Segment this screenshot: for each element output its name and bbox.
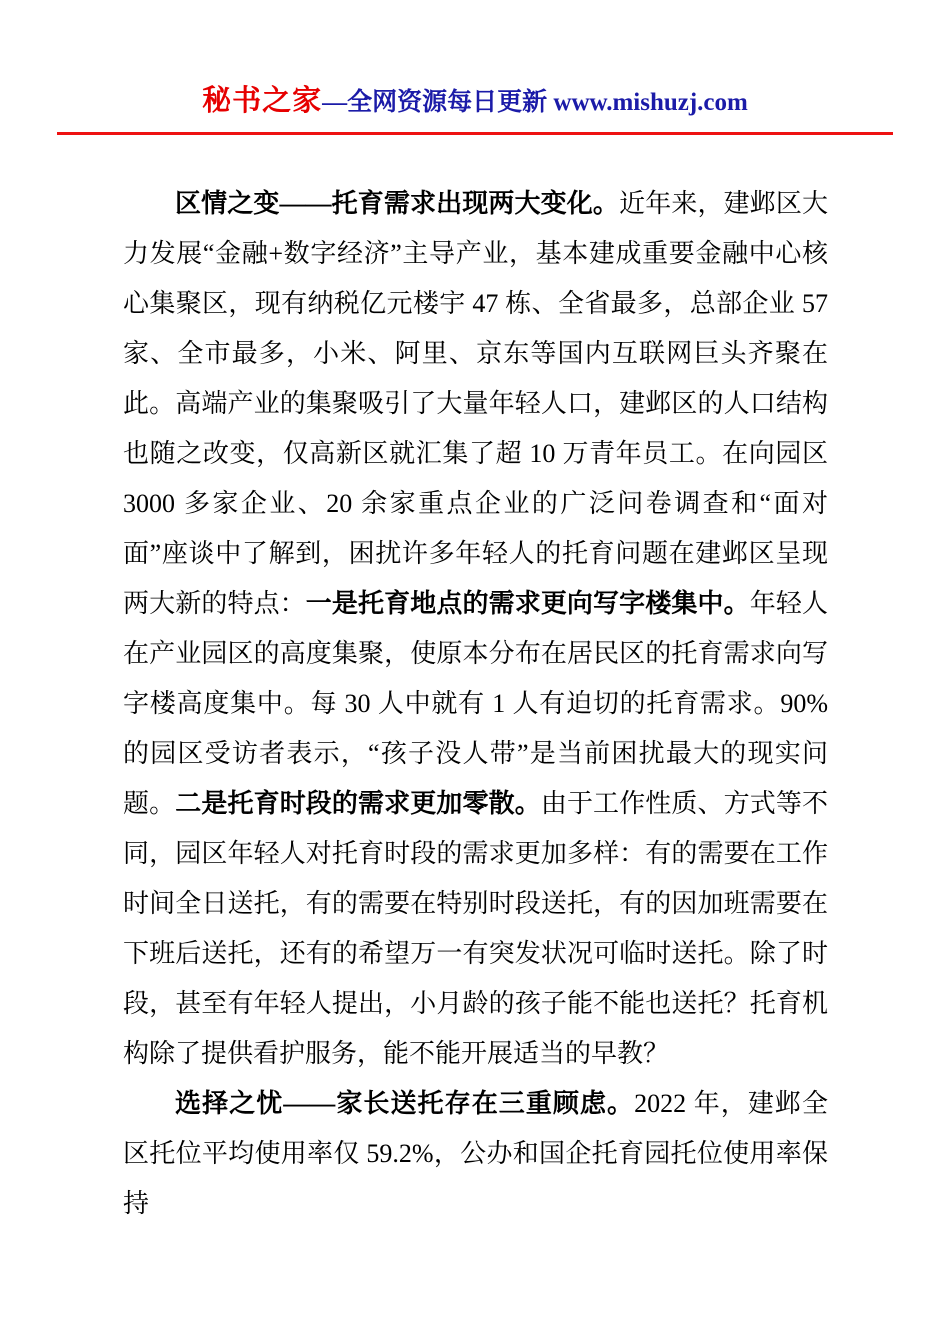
text-run-district-intro: 近年来，建邺区大力发展“金融+数字经济”主导产业，基本建成重要金融中心核心集聚区，现有纳税亿元楼宇 47 栋、全省最多，总部企业 57 家、全市最多，小米、阿里、京东等国内互联网巨头齐聚在此。高端产业的集聚吸引了大量年轻人口，建邺区的人口结构也随之改变，仅高新区就汇集了超 10 万青年员工。在向园区 3000 多家企业、20 余家重点企业的广泛问卷调查和“面对面”座谈中了解到，困扰许多年轻人的托育问题在建邺区呈现两大新的特点： xyxy=(123,189,828,618)
site-url-link[interactable]: www.mishuzj.com xyxy=(553,89,748,116)
site-header xyxy=(57,0,893,135)
site-tagline: —全网资源每日更新 xyxy=(322,89,554,116)
lead-point-two-time: 二是托育时段的需求更加零散。 xyxy=(175,789,541,818)
paragraph-parent-concerns xyxy=(123,1079,828,1229)
text-run-location-detail: 年轻人在产业园区的高度集聚，使原本分布在居民区的托育需求向写字楼高度集中。每 30 人中就有 1 人有迫切的托育需求。90%的园区受访者表示，“孩子没人带”是当前困扰最大的现实问题。 xyxy=(123,589,828,818)
lead-district-changes: 区情之变——托育需求出现两大变化。 xyxy=(175,189,620,218)
site-brand: 秘书之家 xyxy=(202,85,323,117)
text-run-concerns-detail: 2022 年，建邺全区托位平均使用率仅 59.2%，公办和国企托育园托位使用率保持 xyxy=(123,1089,828,1218)
text-run-time-detail: 由于工作性质、方式等不同，园区年轻人对托育时段的需求更加多样：有的需要在工作时间全日送托，有的需要在特别时段送托，有的因加班需要在下班后送托，还有的希望万一有突发状况可临时送托。除了时段，甚至有年轻人提出，小月龄的孩子能不能也送托？托育机构除了提供看护服务，能不能开展适当的早教？ xyxy=(123,789,828,1068)
paragraph-district-changes xyxy=(123,179,828,1079)
lead-parent-concerns: 选择之忧——家长送托存在三重顾虑。 xyxy=(175,1089,635,1118)
document-body xyxy=(123,179,828,1229)
lead-point-one-location: 一是托育地点的需求更向写字楼集中。 xyxy=(305,589,750,618)
